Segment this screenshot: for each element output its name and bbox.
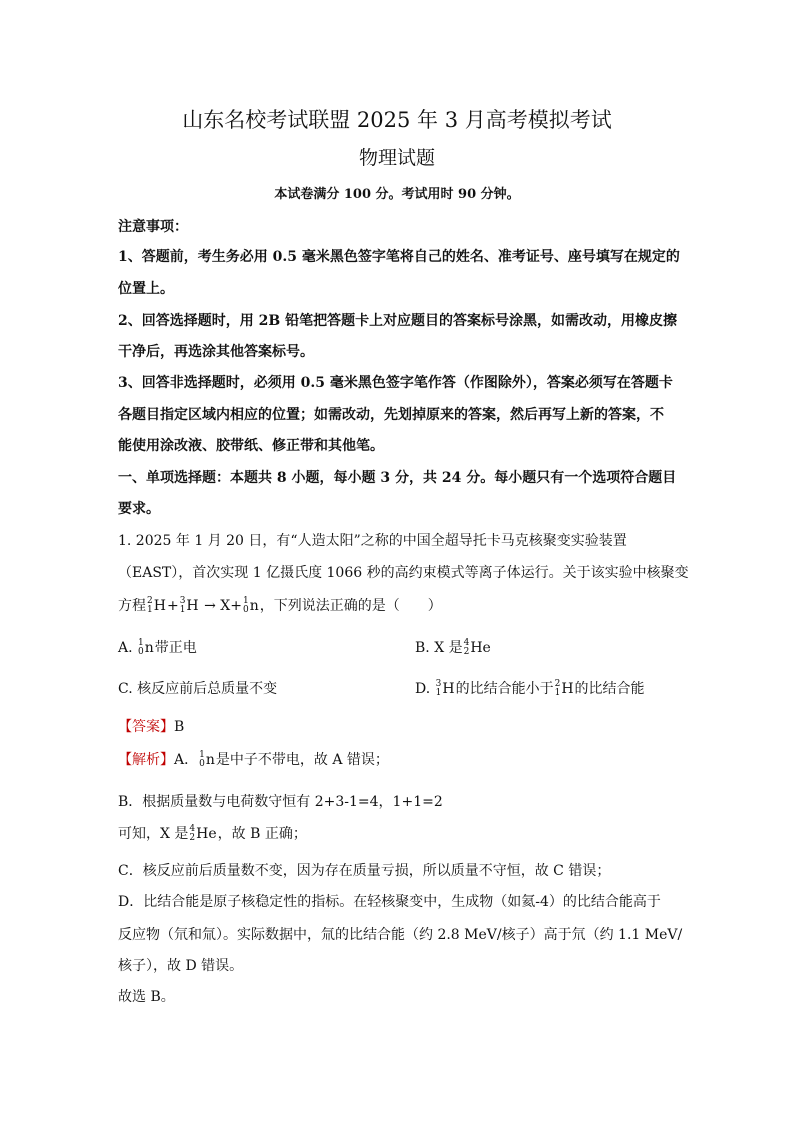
question-1-line-1: 1. 2025 年 1 月 20 日，有“人造太阳”之称的中国全超导托卡马克核聚变实验装置 — [118, 533, 627, 549]
nuclide-neutron: 1 0 n — [242, 596, 259, 615]
analysis-b2-line: 可知，X 是 4 2 He，故 B 正确； — [118, 824, 307, 843]
analysis-d-line-1: D．比结合能是原子核稳定性的指标。在轻核聚变中，生成物（如氦-4）的比结合能高于 — [118, 894, 661, 910]
answer-value: B — [174, 719, 185, 735]
equation-prefix: 方程 — [118, 598, 146, 614]
question-1-line-3 — [118, 597, 442, 615]
section-heading-line-2: 要求。 — [118, 501, 160, 517]
answer-label: 【答案】 — [118, 719, 174, 735]
equation-suffix: ，下列说法正确的是（ ） — [259, 598, 442, 614]
exam-title: 山东名校考试联盟 2025 年 3 月高考模拟考试 — [182, 108, 612, 132]
notice-item-1-line-1: 1、答题前，考生务必用 0.5 毫米黑色签字笔将自己的姓名、准考证号、座号填写在规定的 — [118, 249, 680, 265]
analysis-d-line-3: 核子），故 D 错误。 — [118, 958, 244, 974]
analysis-d-line-2: 反应物（氘和氚）。实际数据中，氚的比结合能（约 2.8 MeV/核子）高于氘（约 1.1 MeV/ — [118, 927, 683, 943]
nuclide-tritium: 3 1 H — [179, 596, 199, 615]
answer-line — [118, 718, 184, 736]
equation-plus-2: + — [230, 598, 242, 614]
option-a: A. 1 0 n带正电 — [118, 638, 197, 657]
analysis-c-line: C．核反应前后质量数不变，因为存在质量亏损，所以质量不守恒，故 C 错误； — [118, 863, 611, 879]
analysis-a-line: 【解析】A． 1 0 n是中子不带电，故 A 错误； — [118, 750, 389, 769]
notice-heading: 注意事项： — [118, 219, 188, 235]
notice-item-2-line-2: 干净后，再选涂其他答案标号。 — [118, 344, 314, 360]
notice-item-3-line-1: 3、回答非选择题时，必须用 0.5 毫米黑色签字笔作答（作图除外），答案必须写在答题卡 — [118, 375, 673, 391]
nuclide-deuterium: 2 1 H — [147, 596, 166, 615]
option-d: D. 3 1 H的比结合能小于 2 1 H的比结合能 — [415, 679, 645, 698]
notice-item-3-line-2: 各题目指定区域内相应的位置；如需改动，先划掉原来的答案，然后再写上新的答案，不 — [118, 407, 664, 423]
equation-x: X — [220, 598, 231, 614]
nuclide-helium-b: 4 2 He — [463, 638, 491, 657]
nuclide-neutron-analysis: 1 0 n — [199, 750, 215, 769]
option-b: B. X 是 4 2 He — [415, 638, 491, 657]
option-c: C. 核反应前后总质量不变 — [118, 681, 278, 697]
nuclide-neutron-a: 1 0 n — [138, 638, 154, 657]
notice-item-2-line-1: 2、回答选择题时，用 2B 铅笔把答题卡上对应题目的答案标号涂黑，如需改动，用橡皮擦 — [118, 313, 678, 329]
nuclide-deuterium-d: 2 1 H — [554, 679, 574, 698]
analysis-conclusion: 故选 B。 — [118, 989, 175, 1005]
nuclide-tritium-d: 3 1 H — [435, 679, 455, 698]
nuclide-helium-analysis: 4 2 He — [189, 824, 217, 843]
notice-item-3-line-3: 能使用涂改液、胶带纸、修正带和其他笔。 — [118, 438, 384, 454]
notice-item-1-line-2: 位置上。 — [118, 281, 174, 297]
equation-arrow: → — [204, 598, 216, 614]
section-heading-line-1: 一、单项选择题：本题共 8 小题，每小题 3 分，共 24 分。每小题只有一个选项符合题目 — [118, 470, 677, 486]
analysis-b-line: B．根据质量数与电荷数守恒有 2+3-1=4，1+1=2 — [118, 794, 443, 810]
equation-plus: + — [166, 598, 179, 614]
analysis-label: 【解析】 — [118, 752, 174, 768]
exam-info: 本试卷满分 100 分。考试用时 90 分钟。 — [274, 187, 520, 202]
question-1-line-2: （EAST），首次实现 1 亿摄氏度 1066 秒的高约束模式等离子体运行。关于该实验中核聚变 — [118, 565, 689, 581]
exam-subtitle: 物理试题 — [358, 147, 435, 169]
